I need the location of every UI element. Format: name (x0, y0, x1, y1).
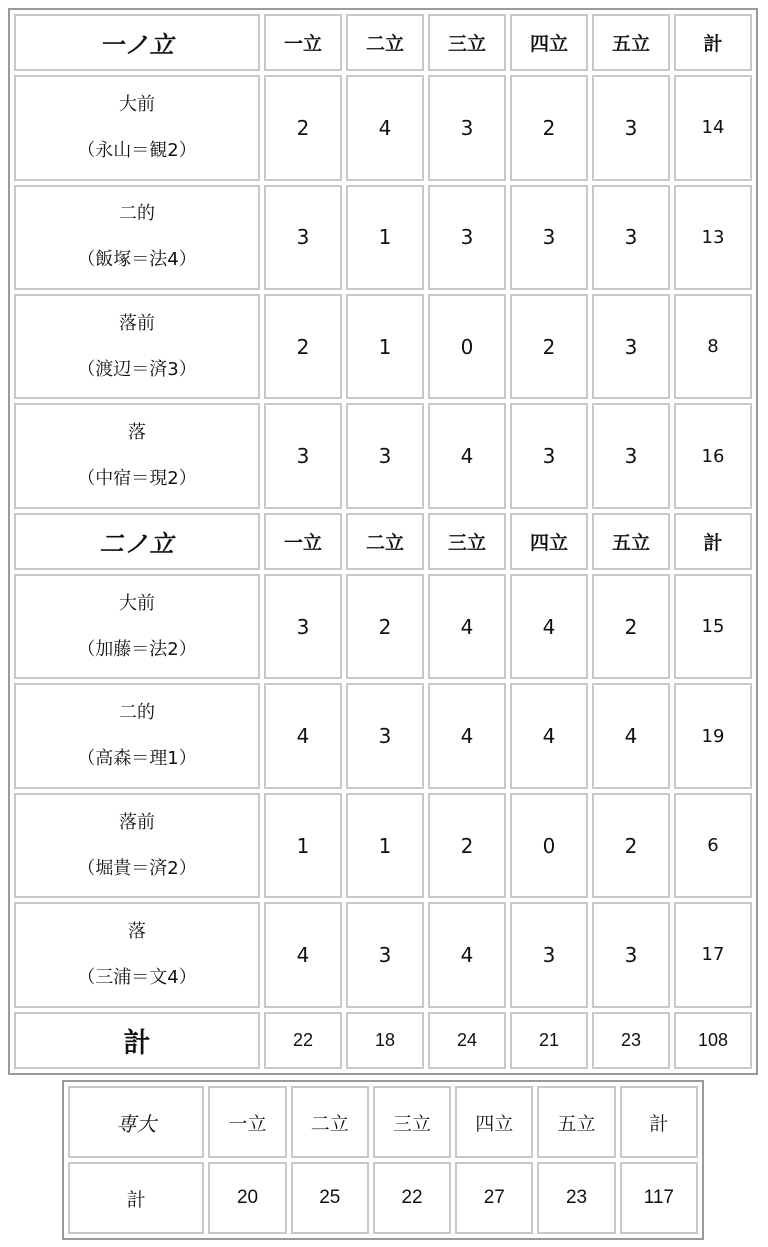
score-cell: 0 (510, 793, 588, 898)
row-total: 17 (674, 902, 752, 1007)
score-cell: 3 (592, 294, 670, 399)
row-total: 19 (674, 683, 752, 788)
row-total: 13 (674, 185, 752, 290)
shooting-position: 大前 (119, 592, 155, 614)
row-total: 6 (674, 793, 752, 898)
total-value: 108 (674, 1012, 752, 1069)
column-header: 計 (674, 14, 752, 71)
archer-row (14, 294, 752, 399)
shooting-position: 落前 (119, 811, 155, 833)
score-cell: 2 (510, 75, 588, 180)
archer-cell (14, 75, 260, 180)
column-header: 四立 (510, 513, 588, 570)
score-cell: 3 (346, 403, 424, 508)
shooting-position: 落前 (119, 312, 155, 334)
score-cell: 4 (428, 683, 506, 788)
opponent-name: 専大 (68, 1086, 204, 1158)
archer-name: （永山＝観2） (77, 139, 197, 161)
column-header: 一立 (264, 14, 342, 71)
archer-row (14, 75, 752, 180)
archer-cell (14, 185, 260, 290)
shooting-position: 二的 (119, 203, 155, 225)
score-cell: 3 (346, 902, 424, 1007)
score-cell: 3 (428, 75, 506, 180)
archer-row (14, 793, 752, 898)
total-label: 計 (14, 1012, 260, 1069)
row-total: 16 (674, 403, 752, 508)
row-total: 15 (674, 574, 752, 679)
score-cell: 0 (428, 294, 506, 399)
score-cell: 3 (592, 403, 670, 508)
column-header: 一立 (264, 513, 342, 570)
archer-name: （中宿＝現2） (77, 468, 197, 490)
total-value: 18 (346, 1012, 424, 1069)
score-cell: 4 (510, 574, 588, 679)
section-header-row (14, 513, 752, 570)
archer-name: （渡辺＝済3） (77, 358, 197, 380)
column-header: 二立 (346, 14, 424, 71)
score-cell: 3 (510, 902, 588, 1007)
score-cell: 1 (264, 793, 342, 898)
score-cell: 3 (428, 185, 506, 290)
score-cell: 3 (510, 403, 588, 508)
score-cell: 2 (428, 793, 506, 898)
archer-name: （三浦＝文4） (77, 966, 197, 988)
score-cell: 3 (264, 574, 342, 679)
score-cell: 1 (346, 793, 424, 898)
archer-name: （高森＝理1） (77, 748, 197, 770)
opponent-col-header: 一立 (208, 1086, 286, 1158)
score-cell: 1 (346, 294, 424, 399)
archer-row (14, 403, 752, 508)
archer-row (14, 185, 752, 290)
shooting-position: 落 (128, 422, 146, 444)
total-value: 21 (510, 1012, 588, 1069)
score-cell: 4 (346, 75, 424, 180)
archer-name: （堀貴＝済2） (77, 857, 197, 879)
archer-cell (14, 902, 260, 1007)
score-cell: 3 (592, 902, 670, 1007)
score-cell: 2 (592, 793, 670, 898)
opponent-col-header: 二立 (291, 1086, 369, 1158)
opponent-score-table (62, 1080, 704, 1240)
total-value: 24 (428, 1012, 506, 1069)
archer-row (14, 902, 752, 1007)
score-cell: 4 (264, 902, 342, 1007)
score-cell: 2 (510, 294, 588, 399)
score-cell: 3 (592, 75, 670, 180)
score-cell: 2 (592, 574, 670, 679)
shooting-position: 落 (128, 920, 146, 942)
opponent-col-header: 三立 (373, 1086, 451, 1158)
column-header: 三立 (428, 14, 506, 71)
score-cell: 1 (346, 185, 424, 290)
opponent-col-header: 計 (620, 1086, 698, 1158)
opponent-col-header: 四立 (455, 1086, 533, 1158)
score-cell: 3 (346, 683, 424, 788)
archer-name: （飯塚＝法4） (77, 249, 197, 271)
row-total: 8 (674, 294, 752, 399)
archer-row (14, 683, 752, 788)
score-cell: 2 (346, 574, 424, 679)
column-header: 五立 (592, 14, 670, 71)
opponent-total-value: 27 (455, 1162, 533, 1234)
score-cell: 2 (264, 75, 342, 180)
score-cell: 4 (428, 574, 506, 679)
opponent-total-value: 20 (208, 1162, 286, 1234)
opponent-total-value: 23 (537, 1162, 615, 1234)
shooting-position: 大前 (119, 93, 155, 115)
score-cell: 4 (428, 902, 506, 1007)
score-cell: 4 (510, 683, 588, 788)
team-score-table (8, 8, 758, 1075)
score-cell: 2 (264, 294, 342, 399)
score-cell: 3 (264, 185, 342, 290)
grand-total-row (14, 1012, 752, 1069)
archer-cell (14, 403, 260, 508)
opponent-total-value: 22 (373, 1162, 451, 1234)
score-cell: 3 (592, 185, 670, 290)
score-cell: 4 (592, 683, 670, 788)
score-cell: 4 (264, 683, 342, 788)
total-value: 22 (264, 1012, 342, 1069)
section-title: 二ノ立 (14, 513, 260, 570)
section-header-row (14, 14, 752, 71)
opponent-total-label: 計 (68, 1162, 204, 1234)
section-title: 一ノ立 (14, 14, 260, 71)
archer-cell (14, 574, 260, 679)
opponent-total-value: 25 (291, 1162, 369, 1234)
opponent-header-row (68, 1086, 698, 1158)
score-cell: 4 (428, 403, 506, 508)
opponent-col-header: 五立 (537, 1086, 615, 1158)
archer-row (14, 574, 752, 679)
column-header: 二立 (346, 513, 424, 570)
archer-name: （加藤＝法2） (77, 638, 197, 660)
total-value: 23 (592, 1012, 670, 1069)
column-header: 三立 (428, 513, 506, 570)
shooting-position: 二的 (119, 702, 155, 724)
score-cell: 3 (510, 185, 588, 290)
column-header: 四立 (510, 14, 588, 71)
column-header: 計 (674, 513, 752, 570)
column-header: 五立 (592, 513, 670, 570)
score-cell: 3 (264, 403, 342, 508)
archer-cell (14, 294, 260, 399)
archer-cell (14, 793, 260, 898)
row-total: 14 (674, 75, 752, 180)
archer-cell (14, 683, 260, 788)
opponent-total-value: 117 (620, 1162, 698, 1234)
opponent-total-row (68, 1162, 698, 1234)
